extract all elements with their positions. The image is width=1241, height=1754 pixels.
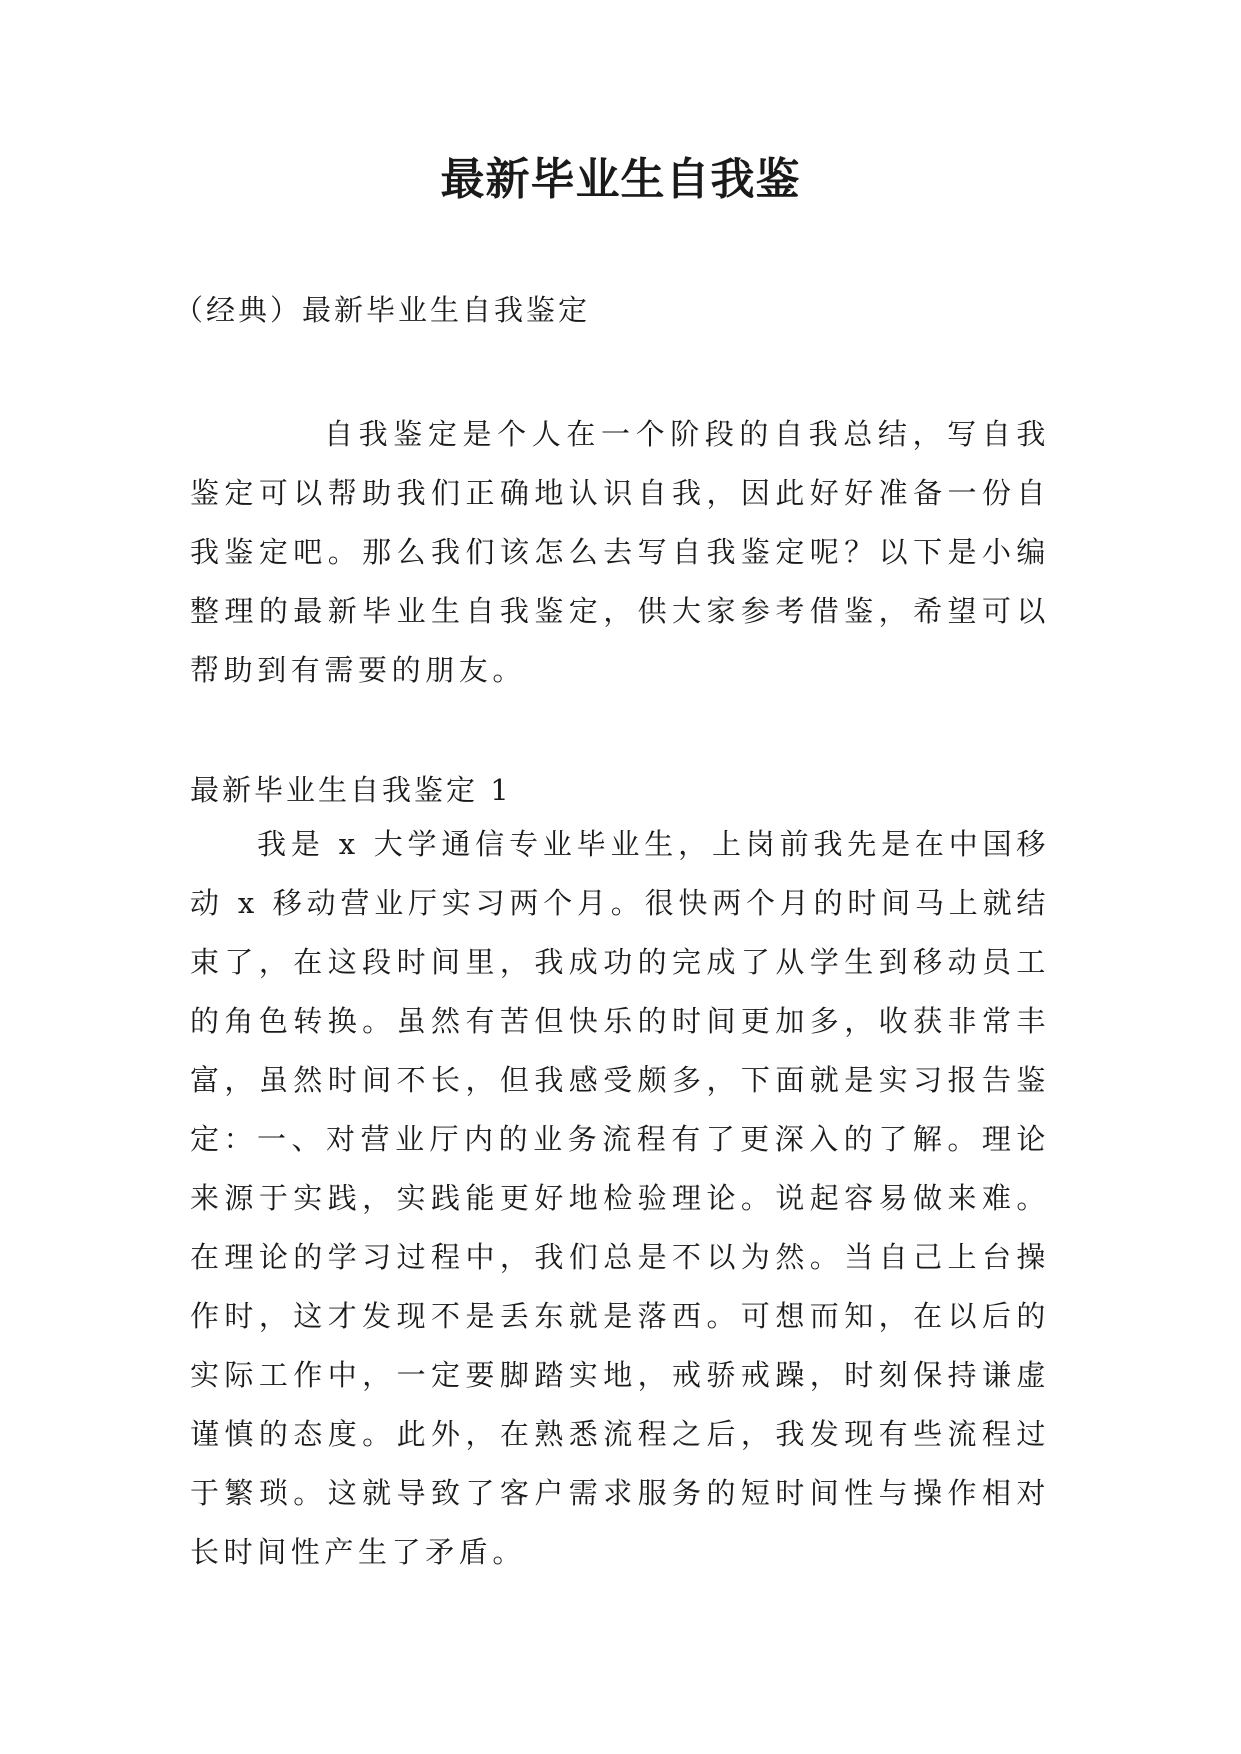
document-title: 最新毕业生自我鉴 [440,154,801,205]
document-subtitle: （经典）最新毕业生自我鉴定 [174,293,591,327]
body-paragraph-2: 一、对营业厅内的业务流程有了更深入的了解。理论来源于实践，实践能更好地检验理论。说起容易做来难。在理论的学习过程中，我们总是不以为然。当自己上台操作时，这才发现不是丢东就是落西。可想而知，在以后的实际工作中，一定要脚踏实地，戒骄戒躁，时刻保持谦虚谨慎的态度。此外，在熟悉流程之后，我发现有些流程过于繁琐。这就导致了客户需求服务的短时间性与操作相对长时间性产生了矛盾。 [190,1122,1050,1569]
body-paragraph-1: 我是 x 大学通信专业毕业生，上岗前我先是在中国移动 x 移动营业厅实习两个月。很快两个月的时间马上就结束了，在这段时间里，我成功的完成了从学生到移动员工的角色转换。虽然有苦但快乐的时间更加多，收获非常丰富，虽然时间不长，但我感受颇多，下面就是实习报告鉴定： [190,827,1050,1156]
section-heading: 最新毕业生自我鉴定 1 [190,773,512,807]
intro-paragraph: 自我鉴定是个人在一个阶段的自我总结，写自我鉴定可以帮助我们正确地认识自我，因此好好准备一份自我鉴定吧。那么我们该怎么去写自我鉴定呢？以下是小编整理的最新毕业生自我鉴定，供大家参考借鉴，希望可以帮助到有需要的朋友。 [190,417,1050,687]
